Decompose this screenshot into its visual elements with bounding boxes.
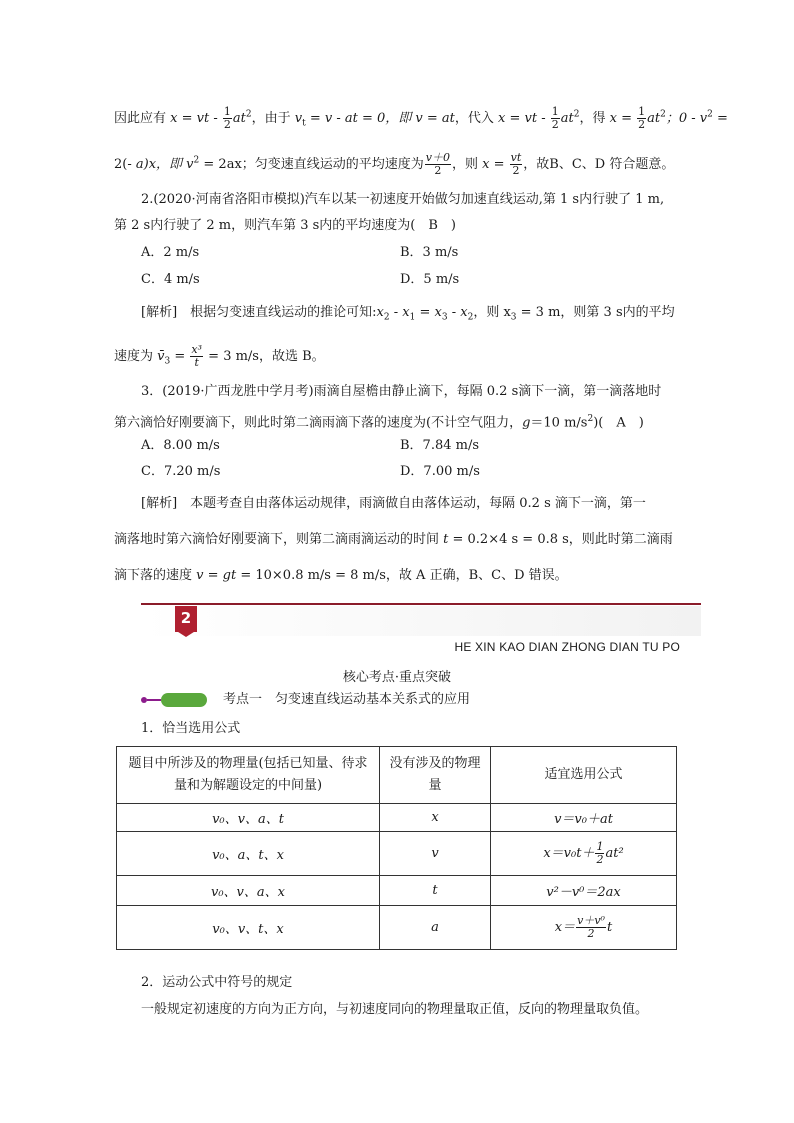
denominator: 2 — [512, 164, 520, 177]
table-cell-missing: v — [380, 832, 491, 876]
fraction — [595, 841, 604, 866]
table-cell-formula — [491, 906, 677, 950]
section-title: 核心考点·重点突破 — [342, 670, 452, 685]
question-2-line-2: 第 2 s内行驶了 2 m，则汽车第 3 s内的平均速度为( B ) — [114, 218, 456, 233]
subscript: 2 — [467, 312, 474, 323]
table-cell-quantities: v₀、a、t、x — [117, 832, 380, 876]
numerator: 1 — [596, 840, 604, 853]
section-number-badge: 2 — [175, 606, 197, 632]
fraction — [223, 106, 232, 131]
numerator: 1 — [638, 105, 646, 118]
question-2-analysis-line-1 — [141, 305, 675, 326]
fraction — [637, 106, 646, 131]
math: at — [560, 111, 574, 126]
numerator: vt — [510, 151, 522, 164]
text: ，由于 — [251, 111, 295, 126]
table-cell-formula: v＝v₀＋at — [491, 804, 677, 832]
math: = x — [415, 305, 442, 320]
math: x = vt - — [170, 111, 222, 126]
subscript: 2 — [383, 312, 390, 323]
option-b: B．3 m/s — [400, 245, 459, 260]
math: x = — [482, 157, 509, 172]
math: t — [443, 532, 449, 547]
subheading-2: 2．运动公式中符号的规定 — [141, 975, 293, 990]
table-row — [117, 906, 677, 950]
math: v — [186, 157, 194, 172]
table-cell-missing: t — [380, 876, 491, 906]
fraction — [576, 915, 606, 940]
kaodian-title: 考点一 匀变速直线运动基本关系式的应用 — [223, 692, 471, 707]
option-a: A．8.00 m/s — [141, 438, 220, 453]
table-cell-missing: a — [380, 906, 491, 950]
numerator: v＋0 — [425, 151, 450, 164]
text: = 10×0.8 m/s = 8 m/s，故 A 正确，B、C、D 错误。 — [236, 568, 568, 583]
numerator: 1 — [223, 105, 231, 118]
table-cell-quantities: v₀、v、a、x — [117, 876, 380, 906]
text: 第六滴恰好刚要滴下，则此时第二滴雨滴下落的速度为(不计空气阻力， — [114, 415, 523, 431]
math: x — [376, 305, 384, 320]
option-d: D．7.00 m/s — [400, 464, 480, 479]
math: ；0 - v — [665, 111, 708, 126]
text: 速度为 — [114, 349, 158, 364]
table-row — [117, 876, 677, 906]
math: = v - at = 0，即 — [305, 111, 416, 126]
denominator: 2 — [596, 853, 604, 866]
denominator: 2 — [587, 927, 595, 940]
sign-rule-text: 一般规定初速度的方向为正方向，与初速度同向的物理量取正值，反向的物理量取负值。 — [141, 1002, 649, 1017]
superscript: 2 — [587, 414, 594, 424]
superscript: 2 — [245, 109, 252, 120]
numerator: 1 — [551, 105, 559, 118]
question-3-analysis-line-3 — [114, 568, 568, 584]
math: - x — [447, 305, 468, 320]
section-banner-background — [141, 606, 701, 636]
table-cell-formula: v²－v⁰＝2ax — [491, 876, 677, 906]
formula-part: x＝ — [554, 920, 576, 935]
formula-part: at² — [605, 846, 624, 861]
text: ，代入 — [454, 111, 499, 126]
section-pinyin: HE XIN KAO DIAN ZHONG DIAN TU PO — [454, 640, 680, 654]
math: v = at — [415, 111, 455, 126]
table-row — [117, 832, 677, 876]
text: = 3 m，则第 3 s内的平均 — [516, 305, 675, 320]
math: v = gt — [196, 568, 237, 583]
denominator: 2 — [551, 118, 559, 131]
text: 滴下落的速度 — [114, 568, 197, 583]
math: )x，即 — [143, 157, 187, 172]
connector-line — [147, 699, 161, 701]
text: ，则 x — [473, 305, 511, 320]
table-header-row — [117, 747, 677, 804]
math: x = vt - — [498, 111, 550, 126]
denominator: 2 — [638, 118, 646, 131]
subscript: 3 — [510, 312, 517, 323]
question-3-line-2 — [114, 411, 644, 431]
formula-table — [116, 746, 677, 950]
denominator: 2 — [434, 164, 442, 177]
table-cell-missing: x — [380, 804, 491, 832]
formula-paragraph-line-1 — [114, 106, 728, 132]
header-missing: 没有涉及的物理量 — [380, 747, 491, 804]
text: = 2ax；匀变速直线运动的平均速度为 — [199, 157, 424, 172]
text: ，则 — [452, 157, 483, 172]
numerator: x³ — [191, 343, 203, 356]
subscript: 1 — [409, 312, 416, 323]
denominator: 2 — [223, 118, 231, 131]
table-cell-quantities: v₀、v、a、t — [117, 804, 380, 832]
badge-tail-shape — [175, 630, 197, 637]
superscript: 2 — [660, 109, 666, 120]
green-pill-icon — [161, 693, 207, 707]
header-formula: 适宜选用公式 — [491, 747, 677, 804]
option-c: C．7.20 m/s — [141, 464, 221, 479]
option-a: A．2 m/s — [141, 245, 200, 260]
subscript: 3 — [164, 356, 171, 367]
question-2-line-1: 2.(2020·河南省洛阳市模拟)汽车以某一初速度开始做匀加速直线运动,第 1 s内行驶了 1 m, — [141, 192, 665, 207]
table-cell-quantities: v₀、v、t、x — [117, 906, 380, 950]
text: [解析] 根据匀变速直线运动的推论可知: — [141, 305, 377, 320]
header-quantities: 题目中所涉及的物理量(包括已知量、待求量和为解题设定的中间量) — [117, 747, 380, 804]
superscript: 2 — [573, 109, 580, 120]
text: ，故B、C、D 符合题意。 — [523, 157, 675, 172]
math: - x — [389, 305, 410, 320]
table-cell-formula — [491, 832, 677, 876]
fraction — [425, 152, 451, 177]
math: v — [294, 111, 303, 126]
formula-part: x＝v₀t＋ — [543, 846, 595, 861]
fraction — [551, 106, 560, 131]
formula-part: t — [606, 920, 613, 935]
numerator: v＋v⁰ — [577, 914, 605, 927]
text: ＝10 m/s — [530, 415, 588, 431]
text: 滴落地时第六滴恰好刚要滴下，则第二滴雨滴运动的时间 — [114, 532, 444, 547]
option-d: D．5 m/s — [400, 272, 460, 287]
option-b: B．7.84 m/s — [400, 438, 480, 453]
text: 因此应有 — [114, 111, 171, 126]
fraction — [510, 152, 523, 177]
math: x = — [609, 111, 637, 126]
section-divider — [141, 603, 701, 605]
subheading-1: 1．恰当选用公式 — [141, 721, 241, 736]
subscript: t — [302, 118, 306, 129]
denominator: t — [194, 356, 199, 369]
superscript: 2 — [707, 109, 713, 120]
option-c: C．4 m/s — [141, 272, 200, 287]
math: - a — [127, 157, 144, 172]
question-3-line-1: 3．(2019·广西龙胜中学月考)雨滴自屋檐由静止滴下，每隔 0.2 s滴下一滴，第一滴落地时 — [141, 384, 662, 399]
superscript: 2 — [193, 155, 200, 166]
text: 2( — [114, 157, 128, 172]
math: at — [647, 111, 661, 126]
question-3-analysis-line-1: [解析] 本题考查自由落体运动规律，雨滴做自由落体运动，每隔 0.2 s 滴下一滴，第一 — [141, 496, 646, 511]
question-2-analysis-line-2 — [114, 344, 325, 370]
formula-paragraph-line-2 — [114, 152, 674, 177]
math: v̄ — [157, 349, 165, 364]
text: = 3 m/s，故选 B。 — [204, 349, 325, 364]
text: = — [170, 349, 190, 364]
text: = 0.2×4 s = 0.8 s，则此时第二滴雨 — [448, 532, 673, 547]
text: ，得 — [579, 111, 610, 126]
table-row — [117, 804, 677, 832]
subscript: 3 — [441, 312, 448, 323]
text: = — [712, 111, 728, 126]
math: g — [522, 415, 531, 431]
fraction — [190, 344, 203, 369]
question-3-analysis-line-2 — [114, 532, 673, 548]
text: )( A ) — [593, 415, 644, 431]
math: at — [232, 111, 246, 126]
